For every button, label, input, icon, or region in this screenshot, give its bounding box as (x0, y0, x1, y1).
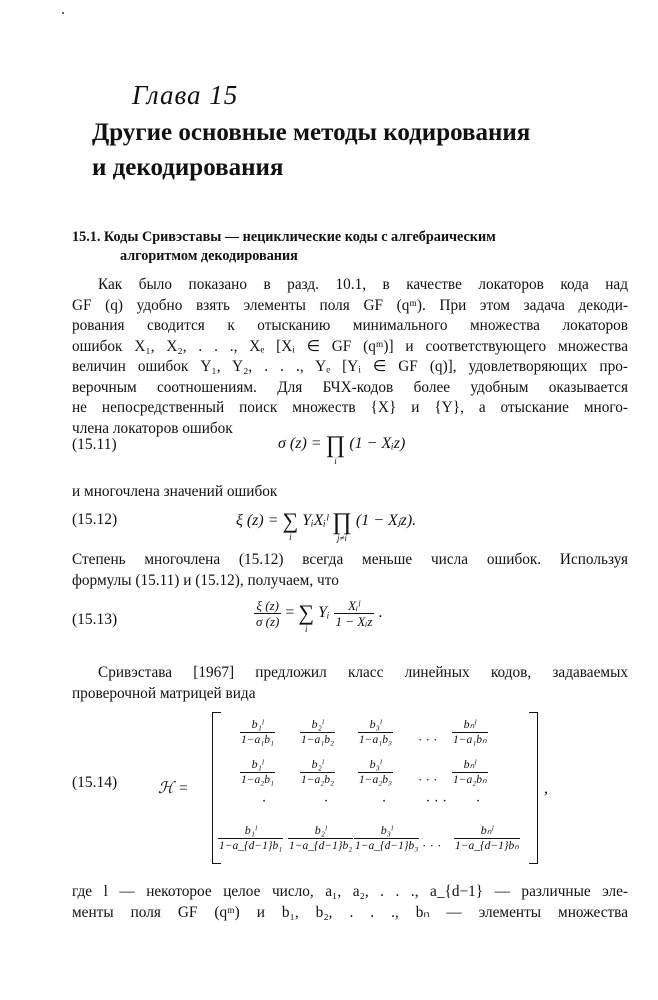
text-line: величин ошибок Y₁, Y₂, . . ., Yₑ [Yᵢ ∈ GF (q)], удовлетворяющих про- (72, 358, 628, 375)
equation-label-15-14: (15.14) (72, 774, 118, 791)
eq-equals: = (285, 604, 295, 622)
text-line: рования сводится к отысканию минимального множества локаторов (72, 317, 628, 334)
text-line: члена локаторов ошибок (72, 419, 233, 437)
matrix-dot-row: · · · · · · · (262, 794, 481, 809)
sum-operator: ∑ i (298, 600, 315, 635)
matrix-ellipsis: · · · (422, 838, 442, 853)
text-line: GF (q) удобно взять элементы поля GF (qᵐ). При этом задача декоди- (72, 296, 628, 314)
matrix-cell: $\frac{\text{b₂ˡ}}{\text{1−a₁b₂}}$ (301, 717, 335, 746)
matrix-ellipsis: · · · (418, 772, 438, 787)
equation-15-13 (254, 598, 383, 635)
section-heading (72, 228, 632, 266)
matrix-cell: bₙˡ 1−a₁bₙ (453, 717, 487, 746)
paragraph-3 (72, 550, 628, 591)
text-line: и многочлена значений ошибок (72, 483, 278, 500)
eq-lhs: σ (z) = (278, 435, 322, 452)
text-line: проверочной матрицей вида (72, 684, 256, 702)
matrix-ellipsis: · · · (418, 732, 438, 747)
chapter-title-line-2: и декодирования (92, 154, 284, 181)
matrix-cell: bₙˡ 1−a_{d−1}bₙ (455, 823, 519, 852)
matrix-lhs: ℋ = (158, 780, 189, 797)
matrix-cell: $\frac{\text{b₂ˡ}}{\text{1−a\_\{d−1\}b₂}}$ (289, 823, 353, 852)
equation-15-11 (278, 432, 406, 466)
text-line: Степень многочлена (15.12) всегда меньше числа ошибок. Используя (72, 551, 628, 568)
sum-operator: ∑ i (282, 508, 299, 542)
section-heading-line-2: алгоритмом декодирования (120, 248, 298, 264)
matrix-cell: $\frac{\text{b₃ˡ}}{\text{1−a₂b₃}}$ (359, 757, 393, 786)
text-line: где l — некоторое целое число, a₁, a₂, . . ., a_{d−1} — различные эле- (72, 883, 628, 900)
eq-term: Yᵢ (318, 604, 330, 622)
paragraph-5 (72, 882, 628, 923)
text-line: верочным соотношениям. Для БЧХ-кодов более удобным оказывается (72, 378, 628, 396)
paragraph-1 (72, 275, 628, 439)
paragraph-4 (72, 663, 628, 704)
fraction-term: $\frac{\text{Xᵢˡ}}{\text{1 − Xᵢz}}$ (335, 598, 373, 629)
product-operator: ∏ j≠i (332, 509, 352, 543)
equation-label-15-13: (15.13) (72, 611, 118, 628)
paragraph-2 (72, 482, 628, 503)
text-line: Как было показано в разд. 10.1, в качестве локаторов кода над (98, 276, 628, 293)
matrix-cell: $\frac{\text{b₃ˡ}}{\text{1−a₁b₃}}$ (359, 717, 393, 746)
text-line: не непосредственный поиск множеств {X} и {Y}, а отыскание много- (72, 399, 628, 416)
matrix-cell: $\frac{\text{b₁ˡ}}{\text{1−a₂b₁}}$ (241, 757, 275, 786)
matrix-cell: bₙˡ 1−a₂bₙ (453, 757, 487, 786)
section-heading-line-1: 15.1. Коды Сривэставы — нециклические коды с алгебраическим (72, 229, 496, 245)
equation-label-15-11: (15.11) (72, 436, 117, 453)
product-operator: ∏ i (325, 432, 346, 466)
chapter-title (92, 115, 612, 185)
matrix-cell: $\frac{\text{b₁ˡ}}{\text{1−a₁b₁}}$ (241, 717, 275, 746)
chapter-number: Глава 15 (132, 80, 239, 110)
fraction-xi-sigma: $\frac{\xi (z)}{\sigma (z)}$ (256, 598, 280, 629)
matrix-cell: $\frac{\text{b₃ˡ}}{\text{1−a\_\{d−1\}b₃}}$ (355, 823, 419, 852)
eq-lhs: ξ (z) = (236, 512, 279, 529)
eq-term: YᵢXᵢˡ (302, 512, 329, 529)
scan-speck (62, 12, 64, 14)
check-matrix (212, 712, 538, 862)
eq-body: (1 − Xⱼz). (355, 512, 417, 529)
matrix-bracket-right (529, 712, 538, 864)
matrix-row-3 (219, 822, 520, 858)
chapter-title-line-1: Другие основные методы кодирования (92, 119, 531, 146)
equation-15-12 (236, 508, 417, 543)
matrix-row-2 (240, 756, 520, 792)
text-line: ошибок X₁, X₂, . . ., Xₑ [Xᵢ ∈ GF (qᵐ)] и соответствующего множества (72, 337, 628, 355)
text-line: менты поля GF (qᵐ) и b₁, b₂, . . ., bₙ — элементы множества (72, 903, 628, 921)
matrix-tail: , (544, 780, 548, 797)
text-line: формулы (15.11) и (15.12), получаем, что (72, 571, 339, 589)
matrix-row-1 (240, 716, 520, 752)
text-line: Сривэстава [1967] предложил класс линейных кодов, задаваемых (98, 664, 628, 681)
eq-tail: . (378, 604, 383, 622)
equation-label-15-12: (15.12) (72, 511, 118, 528)
matrix-cell: $\frac{\text{b₂ˡ}}{\text{1−a₂b₂}}$ (301, 757, 335, 786)
matrix-cell: $\frac{\text{b₁ˡ}}{\text{1−a\_\{d−1\}b₁}}$ (219, 823, 283, 852)
eq-body: (1 − Xᵢz) (349, 435, 406, 452)
